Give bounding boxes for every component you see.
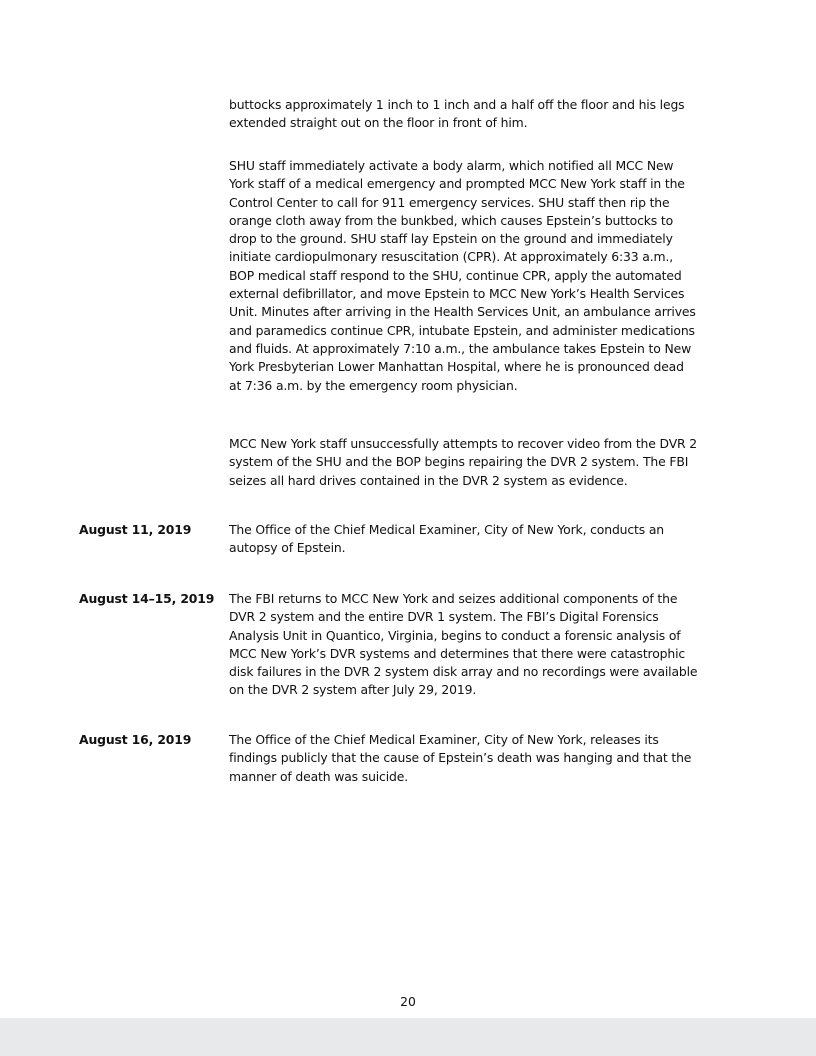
paragraph-continuation-1: buttocks approximately 1 inch to 1 inch and a half off the floor and his legs extended straight out on the floor in front of him. — [229, 97, 685, 131]
date-august-11: August 11, 2019 — [79, 522, 192, 537]
viewer-bottom-bar — [0, 1018, 816, 1056]
page-number: 20 — [400, 994, 416, 1009]
paragraph-continuation-2: SHU staff immediately activate a body alarm, which notified all MCC New York staff of a medical emergency and prompted MCC New York staff in the Control Center to call for 911 emergency services. SHU staff then rip the orange cloth away from the bunkbed, which causes Epstein’s buttocks to drop to the ground. SHU staff lay Epstein on the ground and immediately initiate cardiopulmonary resuscitation (CPR). At approximately 6:33 a.m., BOP medical staff respond to the SHU, continue CPR, apply the automated external defibrillator, and move Epstein to MCC New York’s Health Services Unit. Minutes after arriving in the Health Services Unit, an ambulance arrives and paramedics continue CPR, intubate Epstein, and administer medications and fluids. At approximately 7:10 a.m., the ambulance takes Epstein to New York Presbyterian Lower Manhattan Hospital, where he is pronounced dead at 7:36 a.m. by the emergency room physician. — [229, 158, 696, 393]
paragraph-continuation-3: MCC New York staff unsuccessfully attempts to recover video from the DVR 2 system of the SHU and the BOP begins repairing the DVR 2 system. The FBI seizes all hard drives contained in the DVR 2 system as evidence. — [229, 436, 698, 488]
entry-august-11: The Office of the Chief Medical Examiner, City of New York, conducts an autopsy of Epstein. — [229, 522, 664, 556]
entry-august-14-15: The FBI returns to MCC New York and seizes additional components of the DVR 2 system and the entire DVR 1 system. The FBI’s Digital Forensics Analysis Unit in Quantico, Virginia, begins to conduct a forensic analysis of MCC New York’s DVR systems and determines that there were catastrophic disk failures in the DVR 2 system disk array and no recordings were available on the DVR 2 system after July 29, 2019. — [229, 591, 698, 698]
date-august-14-15: August 14–15, 2019 — [79, 591, 215, 606]
entry-august-16: The Office of the Chief Medical Examiner, City of New York, releases its findings publicly that the cause of Epstein’s death was hanging and that the manner of death was suicide. — [229, 732, 692, 784]
date-august-16: August 16, 2019 — [79, 732, 192, 747]
